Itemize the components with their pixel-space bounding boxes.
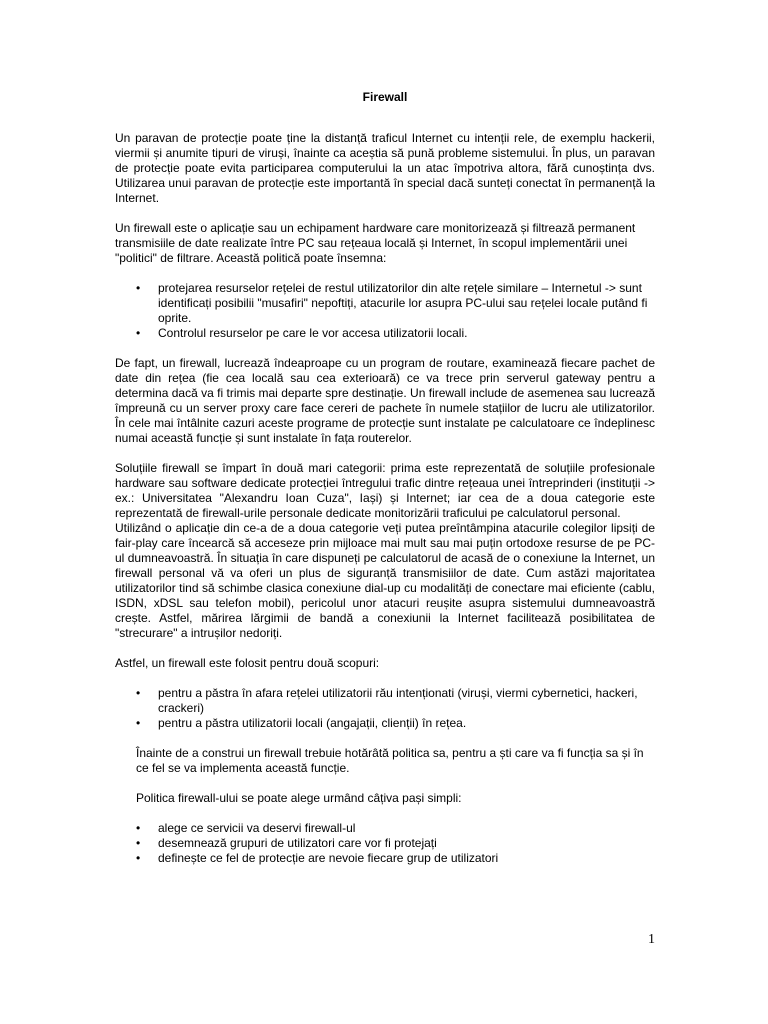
paragraph-policy-steps: Politica firewall-ului se poate alege urmând câțiva pași simpli: — [136, 791, 462, 805]
list-item: • pentru a păstra în afara rețelei utilizatorii rău intenționati (viruși, viermi cybernetici, hackeri, crackeri) — [158, 686, 655, 716]
page-number: 1 — [648, 932, 655, 947]
list-item: • protejarea resurselor rețelei de restul utilizatorilor din alte rețele similare – Internetul -> sunt identificați posibilii "musafiri" nepoftiți, atacurile lor asupra PC-ului sau rețelei locale putând fi oprite. — [158, 281, 655, 326]
list-item: • Controlul resurselor pe care le vor accesa utilizatorii locali. — [158, 326, 655, 341]
purposes-list — [115, 686, 655, 731]
paragraph-intro: Un paravan de protecție poate ține la distanță traficul Internet cu intenții rele, de exemplu hackerii, viermii și anumite tipuri de viruși, înainte ca aceștia să pună probleme sistemului. În plus, un paravan de protecție poate evita participarea computerului la un atac împotriva altora, fără cunoștința dvs. Utilizarea unui paravan de protecție este importantă în special dacă sunteți conectat în permanență la Internet. — [115, 131, 655, 205]
steps-list — [115, 821, 655, 866]
paragraph-operation: De fapt, un firewall, lucrează îndeaproape cu un program de routare, examinează fiecare pachet de date din rețea (fie cea locală sau cea exterioară) ce va trece prin serverul gateway pentru a determina dacă va fi trimis mai departe spre destinație. Un firewall include de asemenea sau lucrează împreună cu un server proxy care face cereri de pachete în numele stațiilor de lucru ale utilizatorilor. În cele mai întâlnite cazuri aceste programe de protecție sunt instalate pe calculatoare ce îndeplinesc numai această funcție și sunt instalate în fața routerelor. — [115, 356, 655, 445]
list-item: • definește ce fel de protecție are nevoie fiecare grup de utilizatori — [158, 851, 655, 866]
paragraph-definition: Un firewall este o aplicație sau un echipament hardware care monitorizează și filtrează permanent transmisiile de date realizate între PC sau rețeaua locală și Internet, în scopul implementării unei "politici" de filtrare. Această politică poate însemna: — [115, 221, 636, 265]
paragraph-personal-firewall: Utilizând o aplicație din ce-a de a doua categorie veți putea preîntâmpina atacurile colegilor lipsiți de fair-play care încearcă să acceseze prin mijloace mai mult sau mai puțin ortodoxe resurse de pe PC-ul dumneavoastră. În situația în care dispuneți pe calculatorul de acasă de o conexiune la Internet, un firewall personal vă va oferi un plus de siguranță transmisiilor de date. Cum astăzi majoritatea utilizatorilor tind să schimbe clasica conexiune dial-up cu modalități de conectare mai eficiente (cablu, ISDN, xDSL sau telefon mobil), pericolul unor atacuri reușite asupra sistemului dumneavoastră crește. Astfel, mărirea lărgimii de bandă a conexiunii la Internet facilitează posibilitatea de "strecurare" a intrușilor nedoriți. — [115, 521, 655, 640]
paragraph-policy-intro: Înainte de a construi un firewall trebuie hotărâtă politica sa, pentru a ști care va fi funcția sa și în ce fel se va implementa această funcție. — [136, 746, 644, 775]
list-item: • pentru a păstra utilizatorii locali (angajații, clienții) în rețea. — [158, 716, 655, 731]
paragraph-categories: Soluțiile firewall se împart în două mari categorii: prima este reprezentată de soluțiile profesionale hardware sau software dedicate protecției întregului trafic dintre rețeaua unei întreprinderi (instituții -> ex.: Universitatea "Alexandru Ioan Cuza", Iași) și Internet; iar cea de a doua categorie este reprezentată de firewall-urile personale dedicate monitorizării traficului pe calculatorul personal. — [115, 461, 655, 520]
list-item: • alege ce servicii va deservi firewall-ul — [158, 821, 655, 836]
document-title: Firewall — [362, 90, 408, 104]
list-item: • desemnează grupuri de utilizatori care vor fi protejați — [158, 836, 655, 851]
document-page — [115, 90, 655, 881]
paragraph-purposes: Astfel, un firewall este folosit pentru două scopuri: — [115, 656, 380, 670]
policy-list — [115, 281, 655, 341]
